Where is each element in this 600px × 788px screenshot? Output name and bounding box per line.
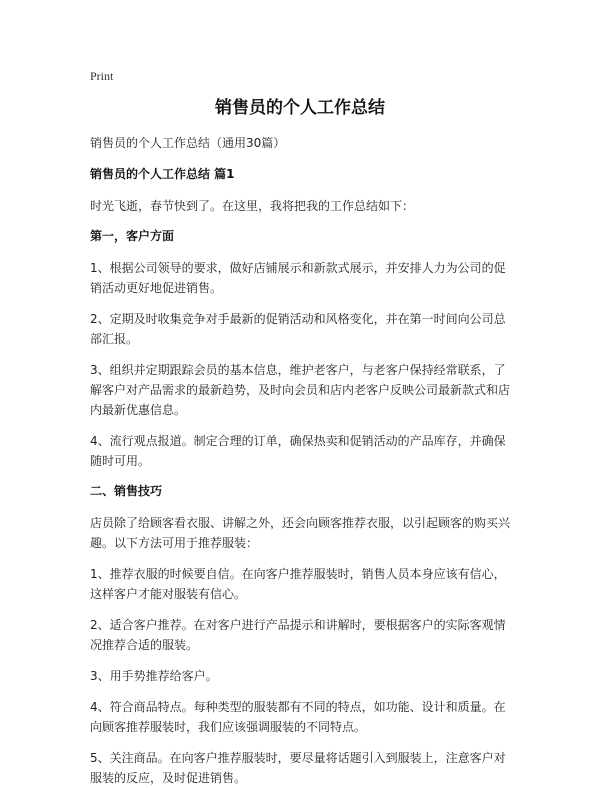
list-item: 3、组织并定期跟踪会员的基本信息，维护老客户，与老客户保持经常联系，了解客户对产品需求的最新趋势，及时向会员和店内老客户反映公司最新款式和店内最新优惠信息。 xyxy=(90,363,511,417)
document-subtitle: 销售员的个人工作总结（通用30篇） xyxy=(90,136,286,150)
list-item: 2、定期及时收集竞争对手最新的促销活动和风格变化，并在第一时间向公司总部汇报。 xyxy=(90,312,506,346)
list-item: 3、用手势推荐给客户。 xyxy=(90,669,218,683)
section-heading-sales-skills: 二、销售技巧 xyxy=(90,484,163,498)
section-intro-paragraph: 店员除了给顾客看衣服、讲解之外，还会向顾客推荐衣服，以引起顾客的购买兴趣。以下方法可用于推荐服装： xyxy=(90,516,511,550)
list-item: 1、根据公司领导的要求，做好店铺展示和新款式展示，并安排人力为公司的促销活动更好地促进销售。 xyxy=(90,261,506,295)
list-item: 2、适合客户推荐。在对客户进行产品提示和讲解时，要根据客户的实际客观情况推荐合适的服装。 xyxy=(90,618,506,652)
list-item: 5、关注商品。在向客户推荐服装时，要尽量将话题引入到服装上，注意客户对服装的反应，及时促进销售。 xyxy=(90,751,506,785)
list-item: 4、符合商品特点。每种类型的服装都有不同的特点，如功能、设计和质量。在向顾客推荐服装时，我们应该强调服装的不同特点。 xyxy=(90,700,506,734)
list-item: 1、推荐衣服的时候要自信。在向客户推荐服装时，销售人员本身应该有信心，这样客户才能对服装有信心。 xyxy=(90,567,506,601)
intro-paragraph: 时光飞逝，春节快到了。在这里，我将把我的工作总结如下： xyxy=(90,199,415,213)
print-link[interactable]: Print xyxy=(90,69,114,83)
section-heading-customer: 第一，客户方面 xyxy=(90,229,175,243)
page-title: 销售员的个人工作总结 xyxy=(215,98,385,118)
list-item: 4、流行观点报道。制定合理的订单，确保热卖和促销活动的产品库存，并确保随时可用。 xyxy=(90,434,506,468)
article-heading: 销售员的个人工作总结 篇1 xyxy=(90,167,235,181)
